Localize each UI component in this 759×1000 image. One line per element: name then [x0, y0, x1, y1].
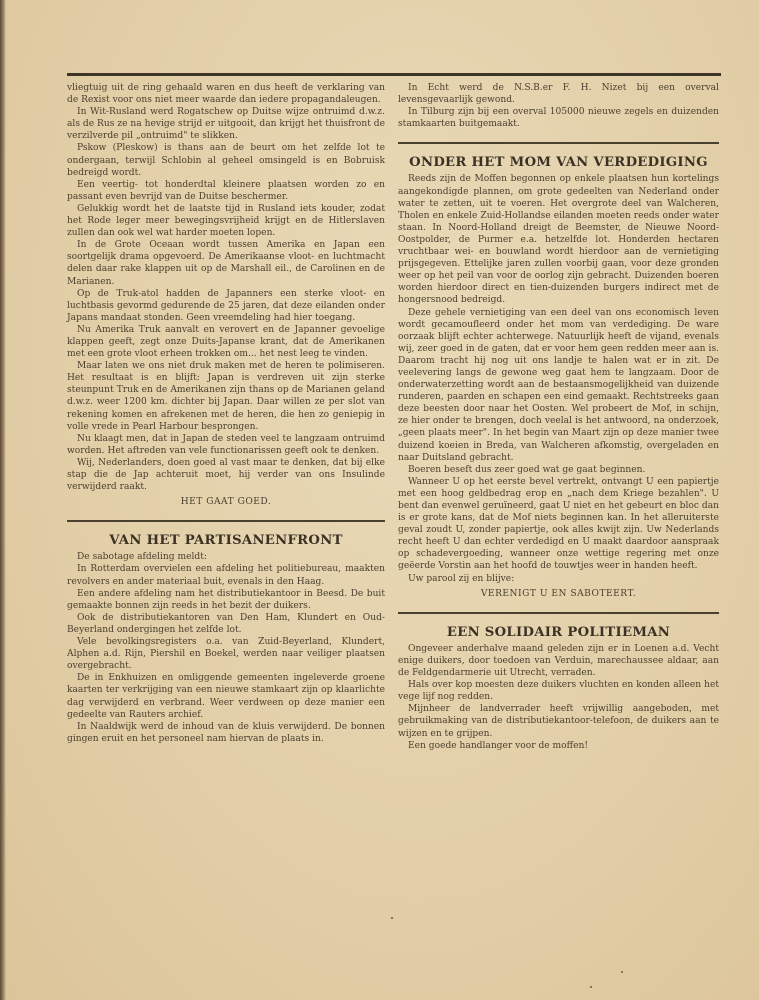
top-divider-rule [67, 73, 721, 76]
paragraph: De sabotage afdeling meldt: [77, 552, 207, 563]
politieman-article [398, 624, 719, 752]
paragraph: In de Grote Oceaan wordt tussen Amerika en Japan een soortgelijk drama opgevoerd. De Amerikaanse vloot- en luchtmacht delen daar rake klappen uit op de Marshall eil., de Carolinen en de Marianen. [67, 240, 385, 287]
verdediging-article [398, 157, 719, 599]
paragraph: vliegtuig uit de ring gehaald waren en dus heeft de verklaring van de Rexist voor ons niet meer waarde dan iedere propagandaleugen. [67, 83, 385, 106]
paragraph: Reeds zijn de Moffen begonnen op enkele plaatsen hun kortelings aangekondigde plannen, om grote gedeelten van Nederland onder water te zetten, uit te voeren. Het overgrote deel van Walcheren, Tholen en enkele Zuid-Hollandse eilanden moeten reeds onder water staan. In Noord-Holland dreigt de Beemster, de Nieuwe Noord-Oostpolder, de Purmer e.a. hetzelfde lot. Honderden hectaren vruchtbaar wei- en bouwland wordt hierdoor aan de vernietiging prijsgegeven. Ettelijke jaren zullen voorbij gaan, voor deze gronden weer op het peil van voor de oorlog zijn gebracht. Duizenden boeren worden hierdoor direct en tien-duizenden burgers indirect met de hongersnood bedreigd. [398, 174, 719, 306]
paper-speck [621, 971, 623, 973]
paragraph: Een veertig- tot honderdtal kleinere plaatsen worden zo en passant even bevrijd van de Duitse beschermer. [67, 179, 385, 202]
page-binding-edge [0, 0, 6, 1000]
partisan-article [67, 535, 385, 745]
paper-speck [391, 917, 393, 919]
overval-reports [398, 82, 719, 130]
paragraph: Hals over kop moesten deze duikers vluchten en konden alleen het vege lijf nog redden. [398, 680, 719, 703]
paragraph: Maar laten we ons niet druk maken met de heren te polimiseren. Het resultaat is en blijft: Japan is verdreven uit zijn sterke steunpunt Truk en de Amerikanen zijn thans op de Marianen geland d.w.z. weer 1200 km. dichter bij Japan. Daar willen ze per slot van rekening komen en afrekenen met de heren, die hen zo geniepig in volle vrede in Pearl Harbour besprongen. [67, 361, 385, 432]
right-column [398, 82, 719, 752]
section-divider [398, 612, 719, 614]
paragraph: Nu klaagt men, dat in Japan de steden veel te langzaam ontruimd worden. Het aftreden van vele functionarissen geeft ook te denken. [67, 433, 385, 456]
paragraph: Deze gehele vernietiging van een deel van ons economisch leven wordt gecamoufleerd onder het mom van verdediging. De ware oorzaak blijft echter achterwege. Natuurlijk heeft de vijand, evenals wij, zeer goed in de gaten, dat er voor hem geen redden meer aan is. Daarom tracht hij nog uit ons landje te halen wat er in zit. De veelevering langs de gewone weg gaat hem te langzaam. Door de onderwaterzetting wordt aan de bestaansmogelijkheid van duizende runderen, paarden en schapen een eind gemaakt. Rechtstreeks gaan deze beesten door naar het Oosten. Wel probeert de Mof, in schijn, ze hier onder te brengen, doch veelal is het antwoord, na onderzoek, „geen plaats meer". In het begin van Maart zijn op deze manier twee duizend koeien in Breda, van Walcheren afkomstig, overgeladen en naar Duitsland gebracht. [398, 307, 719, 463]
paragraph: Gelukkig wordt het de laatste tijd in Rusland iets kouder, zodat het Rode leger meer bewegingsvrijheid krijgt en de Hitlerslaven zullen dan ook wel wat harder moeten lopen. [67, 203, 385, 239]
war-report-article [67, 82, 385, 508]
paper-speck [590, 986, 592, 988]
paragraph: Uw parool zij en blijve: [408, 573, 515, 584]
paragraph: In Tilburg zijn bij een overval 105000 nieuwe zegels en duizenden stamkaarten buitgemaakt. [398, 107, 719, 130]
article-heading: ONDER HET MOM VAN VERDEDIGING [409, 155, 708, 171]
closing-slogan: VERENIGT U EN SABOTEERT. [480, 588, 637, 599]
paragraph: Wanneer U op het eerste bevel vertrekt, ontvangt U een papiertje met een hoog geldbedrag erop en „nach dem Kriege bezahlen". U bent dan evenwel geruïneerd, gaat U niet en het gebeurt en bloc dan is er grote kans, dat de Mof niets beginnen kan. In het alleruiterste geval zoudt U, zonder papiertje, ook alles kwijt zijn. Uw Nederlands recht heeft U dan echter verdedigd en U maakt daardoor aanspraak op schadevergoeding, wanneer onze wettige regering met onze geëerde Vorstin aan het hoofd de touwtjes weer in handen heeft. [398, 476, 719, 572]
paragraph: Pskow (Pleskow) is thans aan de beurt om het zelfde lot te ondergaan, terwijl Schlobin al geheel omsingeld is en Bobruisk bedreigd wordt. [67, 143, 385, 178]
article-heading: EEN SOLIDAIR POLITIEMAN [446, 624, 671, 640]
article-heading: VAN HET PARTISANENFRONT [109, 533, 343, 549]
section-divider [398, 142, 719, 144]
paragraph: Ongeveer anderhalve maand geleden zijn er in Loenen a.d. Vecht enige duikers, door toedoen van Verduin, marechaussee aldaar, aan de Feldgendarmerie uit Utrecht, verraden. [398, 643, 719, 679]
paragraph: In Rotterdam overvielen een afdeling het politiebureau, maakten revolvers en ander materiaal buit, evenals in den Haag. [67, 564, 385, 587]
paragraph: Nu Amerika Truk aanvalt en verovert en de Japanner gevoelige klappen geeft, zegt onze Duits-Japanse krant, dat de Amerikanen met een grote vloot erheen trokken om... het nest leeg te vinden. [67, 324, 385, 360]
section-divider [67, 520, 385, 522]
closing-slogan: HET GAAT GOED. [180, 497, 272, 508]
paragraph: Op de Truk-atol hadden de Japanners een sterke vloot- en luchtbasis gevormd gedurende de 25 jaren, dat deze eilanden onder Japans mandaat stonden. Geen vreemdeling had hier toegang. [67, 288, 385, 323]
paragraph: Boeren beseft dus zeer goed wat ge gaat beginnen. [408, 464, 646, 475]
paragraph: Een goede handlanger voor de moffen! [408, 740, 588, 751]
paragraph: In Echt werd de N.S.B.er F. H. Nizet bij een overval levensgevaarlijk gewond. [398, 83, 719, 106]
paragraph: Een andere afdeling nam het distributiekantoor in Beesd. De buit gemaakte bonnen zijn reeds in het bezit der duikers. [67, 588, 385, 611]
left-column [67, 82, 385, 745]
paragraph: De in Enkhuizen en omliggende gemeenten ingeleverde groene kaarten ter verkrijging van een nieuwe stamkaart zijn op klaarlichte dag verwijderd en verbrand. Weer verdween op deze manier een gedeelte van Rauters archief. [67, 673, 385, 720]
paragraph: Mijnheer de landverrader heeft vrijwillig aangeboden, met gebruikmaking van de distributiekantoor-telefoon, de duikers aan te wijzen en te grijpen. [398, 704, 719, 739]
paragraph: Ook de distributiekantoren van Den Ham, Klundert en Oud-Beyerland ondergingen het zelfde lot. [67, 612, 385, 635]
paragraph: In Wit-Rusland werd Rogatschew op Duitse wijze ontruimd d.w.z. als de Rus ze na hevige strijd er uitgooit, dan krijgt het thuisfront de verzilverde pil „ontruimd" te slikken. [67, 107, 385, 142]
paragraph: Wij, Nederlanders, doen goed al vast maar te denken, dat bij elke stap die de Jap achteruit moet, hij verder van ons Insulinde verwijderd raakt. [67, 457, 385, 493]
paragraph: In Naaldwijk werd de inhoud van de kluis verwijderd. De bonnen gingen eruit en het personeel nam hiervan de plaats in. [67, 721, 385, 744]
paragraph: Vele bevolkingsregisters o.a. van Zuid-Beyerland, Klundert, Alphen a.d. Rijn, Piershil en Boekel, werden naar veiliger plaatsen overgebracht. [67, 637, 385, 672]
